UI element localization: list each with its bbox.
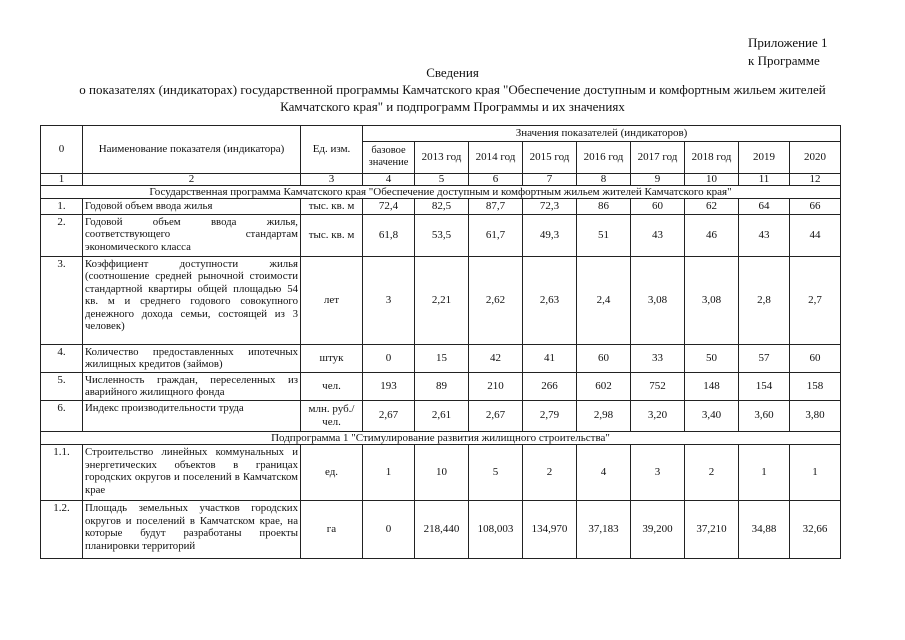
value-cell: 2,21 xyxy=(415,256,469,344)
header-year-6: 2018 год xyxy=(685,141,739,173)
header-num: 0 xyxy=(41,126,83,174)
row-number: 4. xyxy=(41,344,83,372)
table-row xyxy=(41,214,841,256)
value-cell: 1 xyxy=(739,445,790,501)
value-cell: 158 xyxy=(790,372,841,400)
appendix-line-1: Приложение 1 xyxy=(748,35,828,50)
value-cell: 3 xyxy=(363,256,415,344)
value-cell: 3,08 xyxy=(685,256,739,344)
value-cell: 89 xyxy=(415,372,469,400)
table-row xyxy=(41,501,841,559)
unit-cell: тыс. кв. м xyxy=(301,199,363,215)
heading-line-2: Камчатского края" и подпрограмм Программы и их значениях xyxy=(280,99,625,114)
unit-cell: млн. руб./чел. xyxy=(301,400,363,431)
index-cell-6: 6 xyxy=(469,173,523,185)
unit-cell: га xyxy=(301,501,363,559)
value-cell: 5 xyxy=(469,445,523,501)
index-cell-11: 11 xyxy=(739,173,790,185)
header-values-group: Значения показателей (индикаторов) xyxy=(363,126,841,142)
heading-line-1: о показателях (индикаторах) государственной программы Камчатского края "Обеспечение доступным и комфортным жильем жителей xyxy=(79,82,826,97)
value-cell: 134,970 xyxy=(523,501,577,559)
indicator-name: Индекс производительности труда xyxy=(83,400,301,431)
index-cell-9: 9 xyxy=(631,173,685,185)
value-cell: 72,4 xyxy=(363,199,415,215)
value-cell: 3,40 xyxy=(685,400,739,431)
indicator-name: Численность граждан, переселенных из аварийного жилищного фонда xyxy=(83,372,301,400)
index-cell-1: 1 xyxy=(41,173,83,185)
table-row xyxy=(41,256,841,344)
unit-cell: чел. xyxy=(301,372,363,400)
value-cell: 1 xyxy=(790,445,841,501)
value-cell: 60 xyxy=(577,344,631,372)
table-row xyxy=(41,400,841,431)
unit-cell: ед. xyxy=(301,445,363,501)
value-cell: 2,79 xyxy=(523,400,577,431)
header-unit: Ед. изм. xyxy=(301,126,363,174)
indicator-name: Годовой объем ввода жилья xyxy=(83,199,301,215)
value-cell: 49,3 xyxy=(523,214,577,256)
indicator-name: Количество предоставленных ипотечных жилищных кредитов (займов) xyxy=(83,344,301,372)
indicator-name: Годовой объем ввода жилья, соответствующего стандартам экономического класса xyxy=(83,214,301,256)
value-cell: 86 xyxy=(577,199,631,215)
value-cell: 4 xyxy=(577,445,631,501)
value-cell: 39,200 xyxy=(631,501,685,559)
section-title-subprogram: Подпрограмма 1 "Стимулирование развития жилищного строительства" xyxy=(41,431,841,445)
value-cell: 15 xyxy=(415,344,469,372)
value-cell: 0 xyxy=(363,344,415,372)
value-cell: 3 xyxy=(631,445,685,501)
header-year-1: 2013 год xyxy=(415,141,469,173)
value-cell: 60 xyxy=(790,344,841,372)
row-number: 2. xyxy=(41,214,83,256)
value-cell: 3,60 xyxy=(739,400,790,431)
value-cell: 193 xyxy=(363,372,415,400)
value-cell: 42 xyxy=(469,344,523,372)
section-row-program xyxy=(41,185,841,199)
value-cell: 46 xyxy=(685,214,739,256)
table-row xyxy=(41,445,841,501)
value-cell: 60 xyxy=(631,199,685,215)
value-cell: 2,4 xyxy=(577,256,631,344)
header-name: Наименование показателя (индикатора) xyxy=(83,126,301,174)
value-cell: 61,7 xyxy=(469,214,523,256)
indicator-name: Коэффициент доступности жилья (соотношение средней рыночной стоимости стандартной квартиры общей площадью 54 кв. м и среднего годового совокупного денежного дохода семьи, состоящей из 3 человек) xyxy=(83,256,301,344)
value-cell: 148 xyxy=(685,372,739,400)
index-row xyxy=(41,173,841,185)
index-cell-5: 5 xyxy=(415,173,469,185)
heading-title: Сведения xyxy=(426,65,479,80)
value-cell: 2,62 xyxy=(469,256,523,344)
value-cell: 108,003 xyxy=(469,501,523,559)
value-cell: 33 xyxy=(631,344,685,372)
value-cell: 3,20 xyxy=(631,400,685,431)
indicator-name: Строительство линейных коммунальных и энергетических объектов в границах городских округов и поселений в Камчатском крае xyxy=(83,445,301,501)
value-cell: 62 xyxy=(685,199,739,215)
index-cell-12: 12 xyxy=(790,173,841,185)
header-year-8: 2020 xyxy=(790,141,841,173)
header-year-5: 2017 год xyxy=(631,141,685,173)
value-cell: 218,440 xyxy=(415,501,469,559)
unit-cell: лет xyxy=(301,256,363,344)
value-cell: 32,66 xyxy=(790,501,841,559)
value-cell: 57 xyxy=(739,344,790,372)
value-cell: 43 xyxy=(631,214,685,256)
row-number: 5. xyxy=(41,372,83,400)
value-cell: 0 xyxy=(363,501,415,559)
value-cell: 752 xyxy=(631,372,685,400)
value-cell: 43 xyxy=(739,214,790,256)
section-title-program: Государственная программа Камчатского края "Обеспечение доступным и комфортным жильем жителей Камчатского края" xyxy=(41,185,841,199)
value-cell: 34,88 xyxy=(739,501,790,559)
value-cell: 87,7 xyxy=(469,199,523,215)
value-cell: 3,80 xyxy=(790,400,841,431)
header-year-7: 2019 xyxy=(739,141,790,173)
value-cell: 154 xyxy=(739,372,790,400)
index-cell-10: 10 xyxy=(685,173,739,185)
header-year-0: базовое значение xyxy=(363,141,415,173)
value-cell: 266 xyxy=(523,372,577,400)
value-cell: 66 xyxy=(790,199,841,215)
section-row-subprogram xyxy=(41,431,841,445)
index-cell-3: 3 xyxy=(301,173,363,185)
row-number: 3. xyxy=(41,256,83,344)
index-cell-2: 2 xyxy=(83,173,301,185)
value-cell: 41 xyxy=(523,344,577,372)
unit-cell: штук xyxy=(301,344,363,372)
value-cell: 1 xyxy=(363,445,415,501)
header-row-1 xyxy=(41,126,841,142)
header-year-3: 2015 год xyxy=(523,141,577,173)
header-year-2: 2014 год xyxy=(469,141,523,173)
value-cell: 72,3 xyxy=(523,199,577,215)
table-row xyxy=(41,372,841,400)
value-cell: 2,61 xyxy=(415,400,469,431)
row-number: 1.1. xyxy=(41,445,83,501)
appendix-line-2: к Программе xyxy=(748,53,820,68)
indicator-name: Площадь земельных участков городских округов и поселений в Камчатском крае, на которые будут разработаны проекты планировки территорий xyxy=(83,501,301,559)
row-number: 1.2. xyxy=(41,501,83,559)
value-cell: 61,8 xyxy=(363,214,415,256)
value-cell: 3,08 xyxy=(631,256,685,344)
value-cell: 44 xyxy=(790,214,841,256)
row-number: 6. xyxy=(41,400,83,431)
value-cell: 10 xyxy=(415,445,469,501)
value-cell: 50 xyxy=(685,344,739,372)
header-year-4: 2016 год xyxy=(577,141,631,173)
document-heading xyxy=(0,64,905,115)
value-cell: 82,5 xyxy=(415,199,469,215)
value-cell: 37,210 xyxy=(685,501,739,559)
value-cell: 2,67 xyxy=(363,400,415,431)
value-cell: 2 xyxy=(685,445,739,501)
value-cell: 2,8 xyxy=(739,256,790,344)
value-cell: 2,67 xyxy=(469,400,523,431)
value-cell: 64 xyxy=(739,199,790,215)
value-cell: 53,5 xyxy=(415,214,469,256)
value-cell: 210 xyxy=(469,372,523,400)
table-row xyxy=(41,344,841,372)
index-cell-8: 8 xyxy=(577,173,631,185)
table-row xyxy=(41,199,841,215)
index-cell-4: 4 xyxy=(363,173,415,185)
value-cell: 602 xyxy=(577,372,631,400)
value-cell: 2,98 xyxy=(577,400,631,431)
value-cell: 2,7 xyxy=(790,256,841,344)
value-cell: 2,63 xyxy=(523,256,577,344)
index-cell-7: 7 xyxy=(523,173,577,185)
indicators-table xyxy=(40,125,841,559)
value-cell: 2 xyxy=(523,445,577,501)
value-cell: 37,183 xyxy=(577,501,631,559)
unit-cell: тыс. кв. м xyxy=(301,214,363,256)
value-cell: 51 xyxy=(577,214,631,256)
row-number: 1. xyxy=(41,199,83,215)
